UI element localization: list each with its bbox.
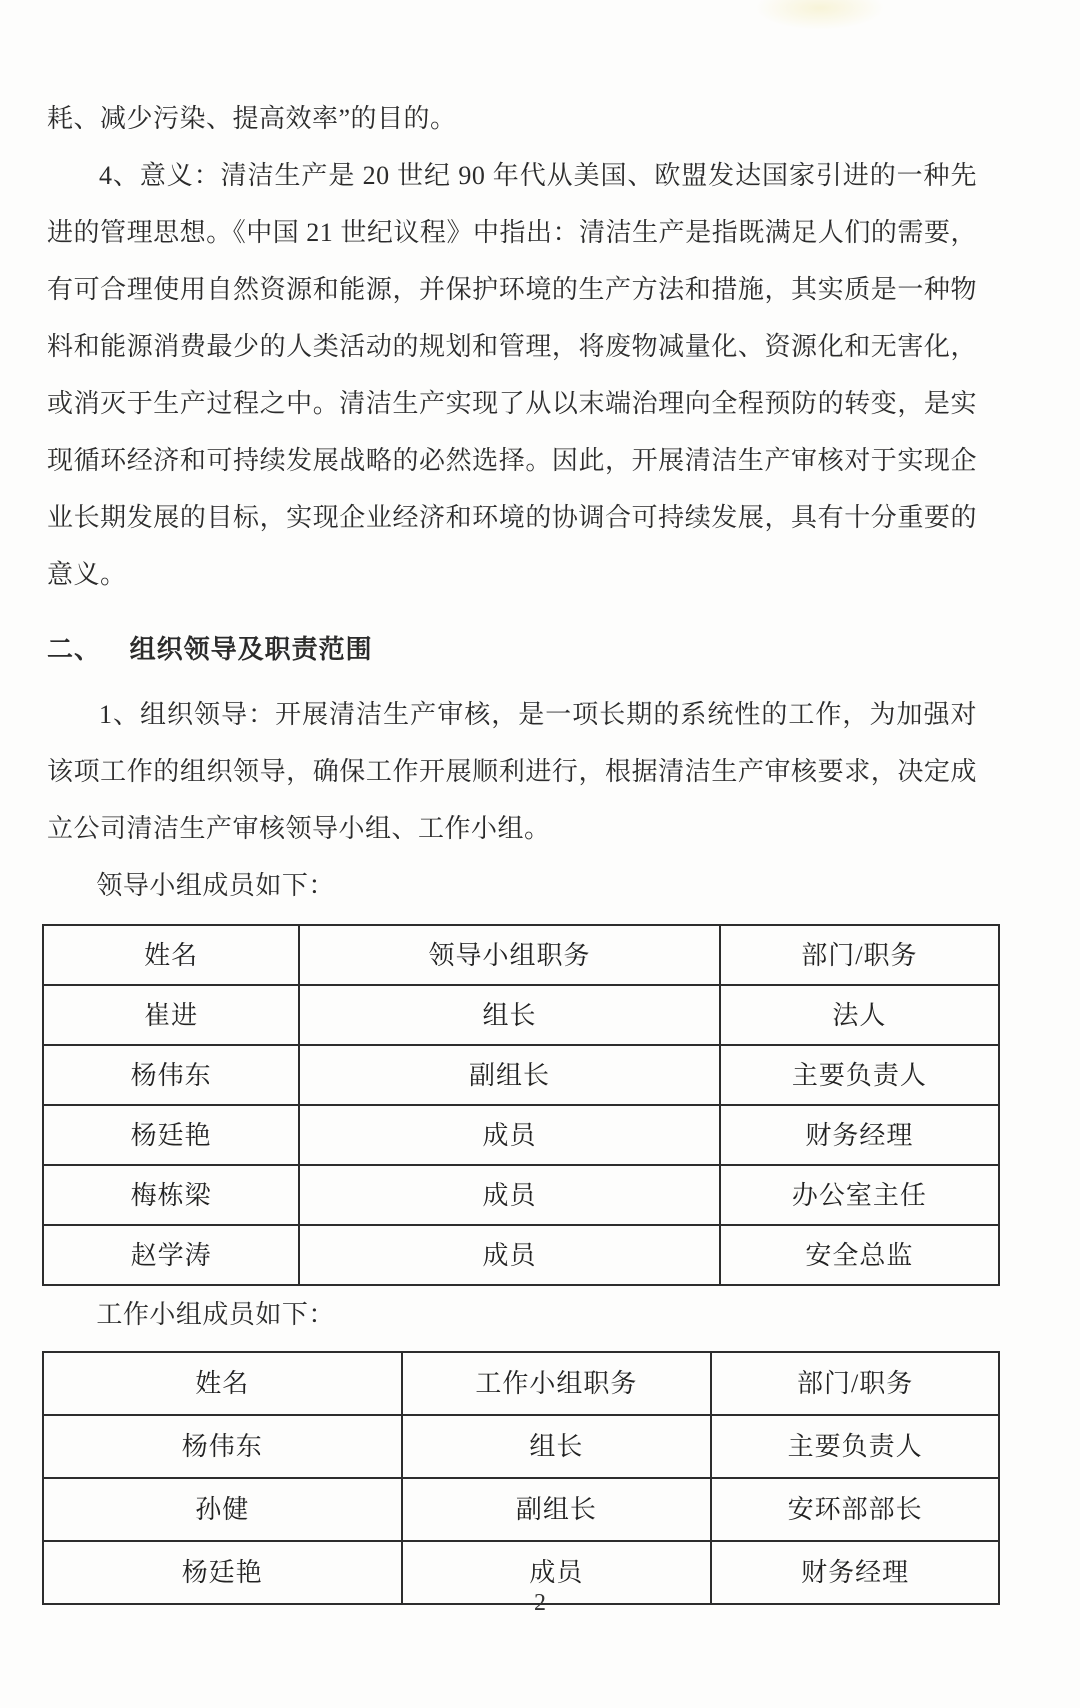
table-header-cell: 姓名: [43, 1352, 402, 1415]
table-row: [43, 1165, 999, 1225]
table-cell: 组长: [299, 985, 720, 1045]
table-cell: 成员: [299, 1225, 720, 1285]
document-body: [47, 90, 977, 1605]
paragraph-continuation: 耗、减少污染、提高效率”的目的。: [47, 104, 457, 133]
table-cell: 杨伟东: [43, 1415, 402, 1478]
page-number: 2: [534, 1590, 546, 1616]
table-row: [43, 1225, 999, 1285]
table-cell: 办公室主任: [720, 1165, 999, 1225]
paragraph-significance: 4、意义：清洁生产是 20 世纪 90 年代从美国、欧盟发达国家引进的一种先进的管理思想。《中国 21 世纪议程》中指出：清洁生产是指既满足人们的需要，有可合理使用自然资源和能源，并保护环境的生产方法和措施，其实质是一种物料和能源消费最少的人类活动的规划和管理，将废物减量化、资源化和无害化，或消灭于生产过程之中。清洁生产实现了从以末端治理向全程预防的转变，是实现循环经济和可持续发展战略的必然选择。因此，开展清洁生产审核对于实现企业长期发展的目标，实现企业经济和环境的协调合可持续发展，具有十分重要的意义。: [47, 161, 977, 589]
leader-table-label: 领导小组成员如下：: [96, 871, 335, 900]
table-cell: 孙健: [43, 1478, 402, 1541]
paragraph-org-leadership: 1、组织领导：开展清洁生产审核，是一项长期的系统性的工作，为加强对该项工作的组织领导，确保工作开展顺利进行，根据清洁生产审核要求，决定成立公司清洁生产审核领导小组、工作小组。: [47, 700, 977, 843]
table-cell: 赵学涛: [43, 1225, 299, 1285]
table-cell: 法人: [720, 985, 999, 1045]
table-cell: 杨伟东: [43, 1045, 299, 1105]
table-cell: 副组长: [299, 1045, 720, 1105]
table-cell: 梅栋梁: [43, 1165, 299, 1225]
work-table-label: 工作小组成员如下：: [96, 1300, 335, 1329]
table-header-cell: 领导小组职务: [299, 925, 720, 985]
section-heading: [47, 621, 977, 678]
table-cell: 组长: [402, 1415, 712, 1478]
table-header-row: [43, 1352, 999, 1415]
table-header-cell: 部门/职务: [720, 925, 999, 985]
section-title: 组织领导及职责范围: [129, 635, 373, 664]
table-cell: 成员: [299, 1165, 720, 1225]
table-cell: 成员: [402, 1541, 712, 1604]
table-cell: 财务经理: [711, 1541, 999, 1604]
table-header-cell: 部门/职务: [711, 1352, 999, 1415]
leader-group-table: [42, 924, 1000, 1286]
table-cell: 副组长: [402, 1478, 712, 1541]
table-header-cell: 工作小组职务: [402, 1352, 712, 1415]
work-group-table: [42, 1351, 1000, 1605]
table-header-cell: 姓名: [43, 925, 299, 985]
table-row: [43, 985, 999, 1045]
table-row: [43, 1478, 999, 1541]
table-row: [43, 1105, 999, 1165]
table-cell: 主要负责人: [720, 1045, 999, 1105]
table-cell: 杨廷艳: [43, 1105, 299, 1165]
table-cell: 成员: [299, 1105, 720, 1165]
table-row: [43, 1045, 999, 1105]
table-header-row: [43, 925, 999, 985]
table-row: [43, 1415, 999, 1478]
table-cell: 财务经理: [720, 1105, 999, 1165]
table-cell: 杨廷艳: [43, 1541, 402, 1604]
table-cell: 崔进: [43, 985, 299, 1045]
table-cell: 安全总监: [720, 1225, 999, 1285]
table-cell: 主要负责人: [711, 1415, 999, 1478]
section-number: 二、: [47, 635, 102, 664]
scan-smudge: [755, 0, 885, 30]
table-cell: 安环部部长: [711, 1478, 999, 1541]
